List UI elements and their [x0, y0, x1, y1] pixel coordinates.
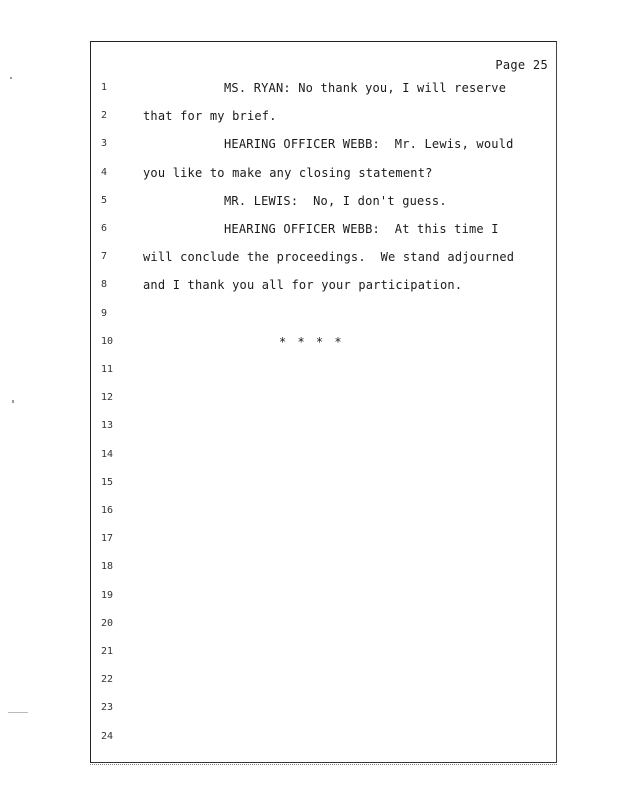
- transcript-line: [91, 530, 556, 550]
- line-number: 8: [101, 279, 108, 291]
- transcript-line: [91, 502, 556, 522]
- line-number: 4: [101, 166, 108, 178]
- line-number: 19: [101, 589, 114, 601]
- line-number: 3: [101, 138, 108, 150]
- transcript-line: [91, 671, 556, 691]
- transcript-line: [91, 558, 556, 578]
- line-text: that for my brief.: [143, 109, 277, 124]
- transcript-line: [91, 276, 556, 296]
- line-number: 17: [101, 533, 114, 545]
- line-text: and I thank you all for your participation.: [143, 278, 463, 293]
- transcript-line: [91, 446, 556, 466]
- transcript-line: [91, 333, 556, 353]
- line-number: 1: [101, 82, 108, 93]
- line-number: 15: [101, 476, 114, 488]
- transcript-line: [91, 79, 556, 99]
- transcript-line: [91, 361, 556, 381]
- line-number: 13: [101, 420, 114, 432]
- scan-edge-noise: [90, 764, 557, 768]
- line-number: 12: [101, 392, 114, 404]
- line-text: HEARING OFFICER WEBB: At this time I: [224, 222, 499, 236]
- line-number: 23: [101, 702, 114, 714]
- transcript-line: [91, 728, 556, 748]
- transcript-line: [91, 615, 556, 635]
- line-number: 5: [101, 194, 108, 206]
- line-text: HEARING OFFICER WEBB: Mr. Lewis, would: [224, 137, 514, 152]
- transcript-line: [91, 107, 556, 127]
- line-number: 6: [101, 223, 108, 234]
- transcript-line: [91, 220, 556, 240]
- line-number: 7: [101, 251, 108, 263]
- line-text: you like to make any closing statement?: [143, 165, 433, 180]
- transcript-line: [91, 474, 556, 494]
- transcript-page: [90, 41, 557, 763]
- line-text: * * * *: [279, 334, 344, 349]
- line-number: 22: [101, 674, 114, 686]
- transcript-line: [91, 248, 556, 268]
- line-number: 18: [101, 561, 114, 573]
- page-number: Page 25: [495, 58, 548, 72]
- transcript-line: [91, 305, 556, 325]
- transcript-line: [91, 192, 556, 212]
- transcript-line: [91, 699, 556, 719]
- line-text: MR. LEWIS: No, I don't guess.: [224, 193, 447, 208]
- line-number: 20: [101, 617, 114, 629]
- line-number: 24: [101, 730, 114, 742]
- line-text: will conclude the proceedings. We stand adjourned: [143, 250, 515, 265]
- line-number: 10: [101, 335, 114, 347]
- transcript-line: [91, 587, 556, 607]
- transcript-line: [91, 417, 556, 437]
- transcript-line: [91, 643, 556, 663]
- transcript-line: [91, 389, 556, 409]
- scan-speck: [8, 712, 28, 713]
- scan-speck: [10, 77, 12, 79]
- transcript-line: [91, 164, 556, 184]
- line-number: 21: [101, 646, 114, 657]
- line-number: 14: [101, 448, 114, 460]
- line-number: 11: [101, 364, 114, 375]
- transcript-line: [91, 135, 556, 155]
- scan-speck: [12, 400, 14, 403]
- line-number: 9: [101, 307, 108, 319]
- line-text: MS. RYAN: No thank you, I will reserve: [224, 81, 507, 95]
- line-number: 16: [101, 505, 114, 516]
- line-number: 2: [101, 110, 108, 122]
